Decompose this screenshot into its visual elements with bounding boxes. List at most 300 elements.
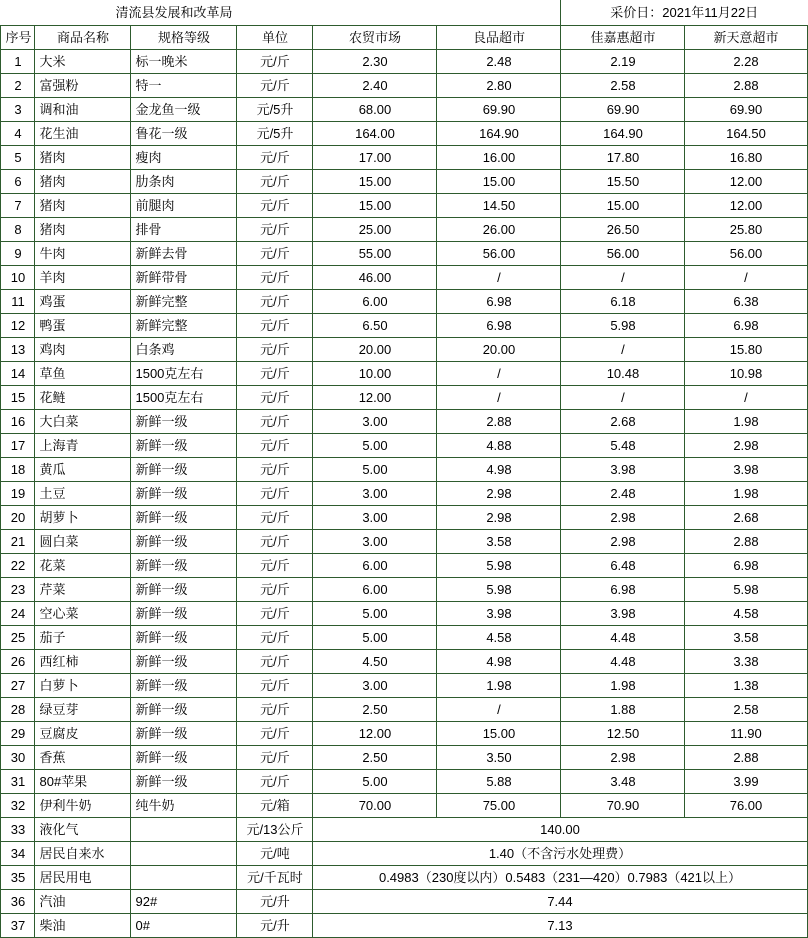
survey-date: 采价日：2021年11月22日	[561, 0, 807, 25]
cell-spec: 0#	[131, 913, 237, 937]
cell-unit: 元/斤	[237, 361, 313, 385]
cell-name: 圆白菜	[35, 529, 131, 553]
cell-price-market-2: 12.50	[561, 721, 685, 745]
table-row	[1, 97, 807, 121]
cell-price-market-0: 68.00	[313, 97, 437, 121]
cell-price-market-1: 5.98	[437, 553, 561, 577]
cell-num: 27	[1, 673, 35, 697]
cell-num: 16	[1, 409, 35, 433]
cell-price-market-2: 56.00	[561, 241, 685, 265]
cell-price-market-0: 3.00	[313, 505, 437, 529]
cell-price-market-0: 10.00	[313, 361, 437, 385]
cell-spec: 新鲜一级	[131, 625, 237, 649]
cell-price-market-1: /	[437, 361, 561, 385]
cell-price-market-2: 69.90	[561, 97, 685, 121]
cell-spec: 新鲜一级	[131, 673, 237, 697]
cell-price-market-0: 6.00	[313, 553, 437, 577]
cell-price-market-1: 164.90	[437, 121, 561, 145]
cell-price-market-2: 2.68	[561, 409, 685, 433]
cell-price-market-3: 2.98	[685, 433, 807, 457]
cell-unit: 元/斤	[237, 385, 313, 409]
cell-price-market-3: 11.90	[685, 721, 807, 745]
cell-spec: 瘦肉	[131, 145, 237, 169]
cell-price-market-3: 6.98	[685, 313, 807, 337]
table-row	[1, 337, 807, 361]
cell-num: 3	[1, 97, 35, 121]
cell-name: 白萝卜	[35, 673, 131, 697]
cell-price-market-3: 3.99	[685, 769, 807, 793]
cell-price-market-3: 3.38	[685, 649, 807, 673]
cell-num: 9	[1, 241, 35, 265]
header-spacer	[313, 0, 561, 25]
cell-name: 茄子	[35, 625, 131, 649]
cell-spec: 鲁花一级	[131, 121, 237, 145]
cell-num: 22	[1, 553, 35, 577]
cell-price-market-3: 69.90	[685, 97, 807, 121]
cell-price-market-0: 5.00	[313, 457, 437, 481]
table-row	[1, 745, 807, 769]
cell-price-market-1: 4.98	[437, 457, 561, 481]
table-row	[1, 49, 807, 73]
cell-unit: 元/斤	[237, 721, 313, 745]
cell-price-market-1: 26.00	[437, 217, 561, 241]
cell-price-market-2: 15.50	[561, 169, 685, 193]
cell-unit: 元/斤	[237, 625, 313, 649]
table-row	[1, 217, 807, 241]
cell-price-market-1: /	[437, 385, 561, 409]
cell-spec: 白条鸡	[131, 337, 237, 361]
cell-unit: 元/升	[237, 913, 313, 937]
header-blank-left	[1, 0, 35, 25]
col-header-market-0: 农贸市场	[313, 25, 437, 49]
cell-num: 36	[1, 889, 35, 913]
cell-name: 空心菜	[35, 601, 131, 625]
cell-price-market-0: 5.00	[313, 601, 437, 625]
table-row	[1, 289, 807, 313]
cell-num: 29	[1, 721, 35, 745]
cell-price-market-0: 20.00	[313, 337, 437, 361]
cell-price-market-3: 2.28	[685, 49, 807, 73]
cell-spec: 新鲜一级	[131, 577, 237, 601]
cell-price-market-3: 16.80	[685, 145, 807, 169]
col-header-unit: 单位	[237, 25, 313, 49]
cell-name: 草鱼	[35, 361, 131, 385]
cell-price-market-3: 12.00	[685, 169, 807, 193]
cell-name: 居民用电	[35, 865, 131, 889]
cell-spec: 新鲜一级	[131, 457, 237, 481]
table-row-merged	[1, 817, 807, 841]
table-row-merged	[1, 889, 807, 913]
cell-price-market-0: 5.00	[313, 769, 437, 793]
cell-name: 黄瓜	[35, 457, 131, 481]
cell-unit: 元/斤	[237, 481, 313, 505]
col-header-market-3: 新天意超市	[685, 25, 807, 49]
cell-unit: 元/斤	[237, 577, 313, 601]
cell-spec: 新鲜一级	[131, 433, 237, 457]
cell-price-market-1: 69.90	[437, 97, 561, 121]
cell-price-market-0: 17.00	[313, 145, 437, 169]
cell-price-market-2: 164.90	[561, 121, 685, 145]
cell-spec: 新鲜一级	[131, 697, 237, 721]
cell-price-market-2: 2.98	[561, 505, 685, 529]
cell-num: 26	[1, 649, 35, 673]
cell-price-market-3: 15.80	[685, 337, 807, 361]
org-title: 清流县发展和改革局	[35, 0, 313, 25]
cell-price-market-2: 26.50	[561, 217, 685, 241]
cell-num: 18	[1, 457, 35, 481]
cell-name: 鸭蛋	[35, 313, 131, 337]
cell-merged-value: 0.4983（230度以内）0.5483（231—420）0.7983（421以上）	[313, 865, 807, 889]
cell-name: 胡萝卜	[35, 505, 131, 529]
cell-unit: 元/箱	[237, 793, 313, 817]
cell-price-market-2: 6.18	[561, 289, 685, 313]
table-row	[1, 553, 807, 577]
table-row	[1, 169, 807, 193]
cell-price-market-0: 164.00	[313, 121, 437, 145]
cell-num: 4	[1, 121, 35, 145]
cell-spec	[131, 865, 237, 889]
cell-unit: 元/吨	[237, 841, 313, 865]
report-header-row	[1, 0, 807, 25]
cell-name: 西红柿	[35, 649, 131, 673]
cell-name: 芹菜	[35, 577, 131, 601]
cell-price-market-2: 2.98	[561, 529, 685, 553]
table-row	[1, 673, 807, 697]
cell-spec: 新鲜去骨	[131, 241, 237, 265]
table-row	[1, 769, 807, 793]
cell-price-market-2: 4.48	[561, 649, 685, 673]
cell-price-market-1: 56.00	[437, 241, 561, 265]
cell-price-market-2: 70.90	[561, 793, 685, 817]
cell-unit: 元/斤	[237, 241, 313, 265]
cell-price-market-3: 25.80	[685, 217, 807, 241]
cell-num: 33	[1, 817, 35, 841]
cell-price-market-2: 4.48	[561, 625, 685, 649]
cell-price-market-1: 14.50	[437, 193, 561, 217]
table-row	[1, 313, 807, 337]
cell-price-market-0: 6.50	[313, 313, 437, 337]
cell-price-market-1: 3.50	[437, 745, 561, 769]
table-row	[1, 457, 807, 481]
cell-unit: 元/斤	[237, 169, 313, 193]
cell-price-market-0: 6.00	[313, 289, 437, 313]
cell-unit: 元/斤	[237, 337, 313, 361]
cell-price-market-0: 2.50	[313, 745, 437, 769]
cell-spec: 新鲜一级	[131, 769, 237, 793]
cell-name: 花菜	[35, 553, 131, 577]
cell-name: 鸡肉	[35, 337, 131, 361]
table-row	[1, 649, 807, 673]
cell-price-market-3: 1.38	[685, 673, 807, 697]
cell-price-market-3: 5.98	[685, 577, 807, 601]
cell-price-market-3: 2.88	[685, 73, 807, 97]
cell-spec: 金龙鱼一级	[131, 97, 237, 121]
table-row	[1, 73, 807, 97]
cell-num: 10	[1, 265, 35, 289]
cell-num: 24	[1, 601, 35, 625]
cell-unit: 元/斤	[237, 769, 313, 793]
cell-spec: 特一	[131, 73, 237, 97]
table-row	[1, 433, 807, 457]
cell-num: 37	[1, 913, 35, 937]
cell-price-market-0: 55.00	[313, 241, 437, 265]
cell-price-market-2: 5.98	[561, 313, 685, 337]
cell-unit: 元/斤	[237, 289, 313, 313]
table-row	[1, 529, 807, 553]
cell-name: 香蕉	[35, 745, 131, 769]
cell-price-market-1: 4.98	[437, 649, 561, 673]
cell-spec: 肋条肉	[131, 169, 237, 193]
cell-price-market-0: 46.00	[313, 265, 437, 289]
cell-price-market-0: 3.00	[313, 481, 437, 505]
cell-price-market-2: 1.88	[561, 697, 685, 721]
cell-price-market-1: 15.00	[437, 721, 561, 745]
cell-price-market-2: 15.00	[561, 193, 685, 217]
table-row	[1, 601, 807, 625]
cell-name: 猪肉	[35, 145, 131, 169]
cell-unit: 元/斤	[237, 601, 313, 625]
cell-num: 30	[1, 745, 35, 769]
cell-price-market-0: 3.00	[313, 529, 437, 553]
cell-price-market-1: 15.00	[437, 169, 561, 193]
cell-name: 土豆	[35, 481, 131, 505]
cell-price-market-2: 3.48	[561, 769, 685, 793]
cell-spec: 新鲜一级	[131, 505, 237, 529]
cell-price-market-0: 15.00	[313, 193, 437, 217]
cell-price-market-0: 15.00	[313, 169, 437, 193]
cell-name: 猪肉	[35, 217, 131, 241]
cell-price-market-0: 4.50	[313, 649, 437, 673]
cell-spec	[131, 841, 237, 865]
cell-price-market-3: 12.00	[685, 193, 807, 217]
col-header-num: 序号	[1, 25, 35, 49]
cell-price-market-0: 12.00	[313, 385, 437, 409]
cell-price-market-2: 1.98	[561, 673, 685, 697]
cell-num: 14	[1, 361, 35, 385]
cell-spec: 纯牛奶	[131, 793, 237, 817]
cell-num: 12	[1, 313, 35, 337]
cell-num: 17	[1, 433, 35, 457]
cell-unit: 元/斤	[237, 265, 313, 289]
cell-price-market-2: 2.19	[561, 49, 685, 73]
cell-price-market-1: 2.98	[437, 481, 561, 505]
col-header-market-1: 良品超市	[437, 25, 561, 49]
cell-name: 牛肉	[35, 241, 131, 265]
cell-price-market-3: 56.00	[685, 241, 807, 265]
cell-price-market-2: 6.48	[561, 553, 685, 577]
cell-price-market-2: 5.48	[561, 433, 685, 457]
cell-num: 23	[1, 577, 35, 601]
cell-merged-value: 140.00	[313, 817, 807, 841]
table-row	[1, 241, 807, 265]
cell-unit: 元/斤	[237, 49, 313, 73]
table-row	[1, 577, 807, 601]
cell-unit: 元/5升	[237, 121, 313, 145]
cell-price-market-0: 2.50	[313, 697, 437, 721]
cell-spec: 排骨	[131, 217, 237, 241]
cell-unit: 元/斤	[237, 457, 313, 481]
cell-price-market-3: 10.98	[685, 361, 807, 385]
table-row	[1, 793, 807, 817]
cell-unit: 元/13公斤	[237, 817, 313, 841]
cell-name: 伊利牛奶	[35, 793, 131, 817]
cell-num: 7	[1, 193, 35, 217]
cell-num: 5	[1, 145, 35, 169]
cell-name: 花生油	[35, 121, 131, 145]
cell-unit: 元/斤	[237, 217, 313, 241]
cell-spec: 新鲜完整	[131, 289, 237, 313]
cell-num: 34	[1, 841, 35, 865]
cell-merged-value: 7.13	[313, 913, 807, 937]
cell-price-market-3: 6.38	[685, 289, 807, 313]
cell-spec: 新鲜一级	[131, 721, 237, 745]
cell-unit: 元/斤	[237, 313, 313, 337]
cell-price-market-0: 3.00	[313, 409, 437, 433]
table-row	[1, 409, 807, 433]
cell-num: 6	[1, 169, 35, 193]
cell-price-market-1: 5.98	[437, 577, 561, 601]
cell-unit: 元/5升	[237, 97, 313, 121]
cell-num: 20	[1, 505, 35, 529]
cell-unit: 元/斤	[237, 505, 313, 529]
cell-price-market-2: /	[561, 385, 685, 409]
cell-price-market-3: 1.98	[685, 481, 807, 505]
cell-price-market-0: 2.30	[313, 49, 437, 73]
cell-num: 8	[1, 217, 35, 241]
cell-price-market-0: 3.00	[313, 673, 437, 697]
col-header-spec: 规格等级	[131, 25, 237, 49]
cell-price-market-2: 3.98	[561, 457, 685, 481]
cell-spec: 新鲜一级	[131, 409, 237, 433]
table-row	[1, 361, 807, 385]
cell-unit: 元/斤	[237, 673, 313, 697]
table-row	[1, 265, 807, 289]
cell-name: 柴油	[35, 913, 131, 937]
cell-spec: 新鲜完整	[131, 313, 237, 337]
cell-price-market-1: 3.98	[437, 601, 561, 625]
cell-unit: 元/斤	[237, 193, 313, 217]
cell-price-market-3: 3.98	[685, 457, 807, 481]
cell-name: 80#苹果	[35, 769, 131, 793]
cell-merged-value: 1.40（不含污水处理费）	[313, 841, 807, 865]
table-row	[1, 625, 807, 649]
cell-price-market-3: 2.88	[685, 745, 807, 769]
table-row	[1, 385, 807, 409]
cell-num: 15	[1, 385, 35, 409]
cell-name: 汽油	[35, 889, 131, 913]
cell-spec: 新鲜一级	[131, 481, 237, 505]
cell-price-market-0: 5.00	[313, 625, 437, 649]
cell-price-market-3: 2.88	[685, 529, 807, 553]
cell-price-market-2: 6.98	[561, 577, 685, 601]
cell-unit: 元/斤	[237, 553, 313, 577]
cell-price-market-2: 2.58	[561, 73, 685, 97]
cell-spec	[131, 817, 237, 841]
table-row	[1, 697, 807, 721]
cell-price-market-0: 70.00	[313, 793, 437, 817]
cell-unit: 元/升	[237, 889, 313, 913]
cell-price-market-3: 4.58	[685, 601, 807, 625]
cell-price-market-3: 1.98	[685, 409, 807, 433]
cell-unit: 元/斤	[237, 409, 313, 433]
cell-num: 31	[1, 769, 35, 793]
cell-price-market-3: 164.50	[685, 121, 807, 145]
table-row	[1, 505, 807, 529]
cell-price-market-2: /	[561, 265, 685, 289]
cell-name: 富强粉	[35, 73, 131, 97]
cell-price-market-3: 2.58	[685, 697, 807, 721]
cell-price-market-1: 75.00	[437, 793, 561, 817]
cell-price-market-1: /	[437, 265, 561, 289]
cell-price-market-1: 20.00	[437, 337, 561, 361]
cell-price-market-1: 2.80	[437, 73, 561, 97]
table-row	[1, 145, 807, 169]
cell-unit: 元/斤	[237, 529, 313, 553]
cell-price-market-3: /	[685, 385, 807, 409]
cell-price-market-3: /	[685, 265, 807, 289]
cell-name: 猪肉	[35, 193, 131, 217]
cell-spec: 92#	[131, 889, 237, 913]
cell-spec: 新鲜一级	[131, 601, 237, 625]
cell-name: 绿豆芽	[35, 697, 131, 721]
cell-price-market-2: 2.48	[561, 481, 685, 505]
table-row-merged	[1, 865, 807, 889]
cell-num: 1	[1, 49, 35, 73]
cell-unit: 元/斤	[237, 697, 313, 721]
cell-name: 羊肉	[35, 265, 131, 289]
cell-name: 猪肉	[35, 169, 131, 193]
cell-price-market-1: 4.88	[437, 433, 561, 457]
cell-price-market-1: /	[437, 697, 561, 721]
cell-price-market-1: 5.88	[437, 769, 561, 793]
cell-price-market-1: 3.58	[437, 529, 561, 553]
cell-price-market-2: 17.80	[561, 145, 685, 169]
cell-merged-value: 7.44	[313, 889, 807, 913]
cell-num: 28	[1, 697, 35, 721]
cell-unit: 元/斤	[237, 73, 313, 97]
cell-spec: 新鲜一级	[131, 553, 237, 577]
cell-name: 大米	[35, 49, 131, 73]
cell-price-market-3: 3.58	[685, 625, 807, 649]
cell-price-market-2: 3.98	[561, 601, 685, 625]
cell-name: 居民自来水	[35, 841, 131, 865]
cell-num: 19	[1, 481, 35, 505]
cell-price-market-0: 12.00	[313, 721, 437, 745]
cell-price-market-0: 6.00	[313, 577, 437, 601]
cell-price-market-1: 1.98	[437, 673, 561, 697]
cell-price-market-1: 2.48	[437, 49, 561, 73]
cell-price-market-2: 10.48	[561, 361, 685, 385]
cell-name: 液化气	[35, 817, 131, 841]
cell-name: 鸡蛋	[35, 289, 131, 313]
cell-spec: 新鲜带骨	[131, 265, 237, 289]
cell-spec: 1500克左右	[131, 361, 237, 385]
cell-price-market-1: 6.98	[437, 313, 561, 337]
cell-num: 32	[1, 793, 35, 817]
cell-num: 25	[1, 625, 35, 649]
table-row	[1, 121, 807, 145]
cell-unit: 元/斤	[237, 649, 313, 673]
cell-num: 11	[1, 289, 35, 313]
cell-price-market-1: 4.58	[437, 625, 561, 649]
cell-price-market-3: 2.68	[685, 505, 807, 529]
cell-spec: 前腿肉	[131, 193, 237, 217]
cell-unit: 元/斤	[237, 745, 313, 769]
cell-unit: 元/斤	[237, 145, 313, 169]
cell-price-market-3: 76.00	[685, 793, 807, 817]
cell-spec: 1500克左右	[131, 385, 237, 409]
cell-price-market-0: 2.40	[313, 73, 437, 97]
